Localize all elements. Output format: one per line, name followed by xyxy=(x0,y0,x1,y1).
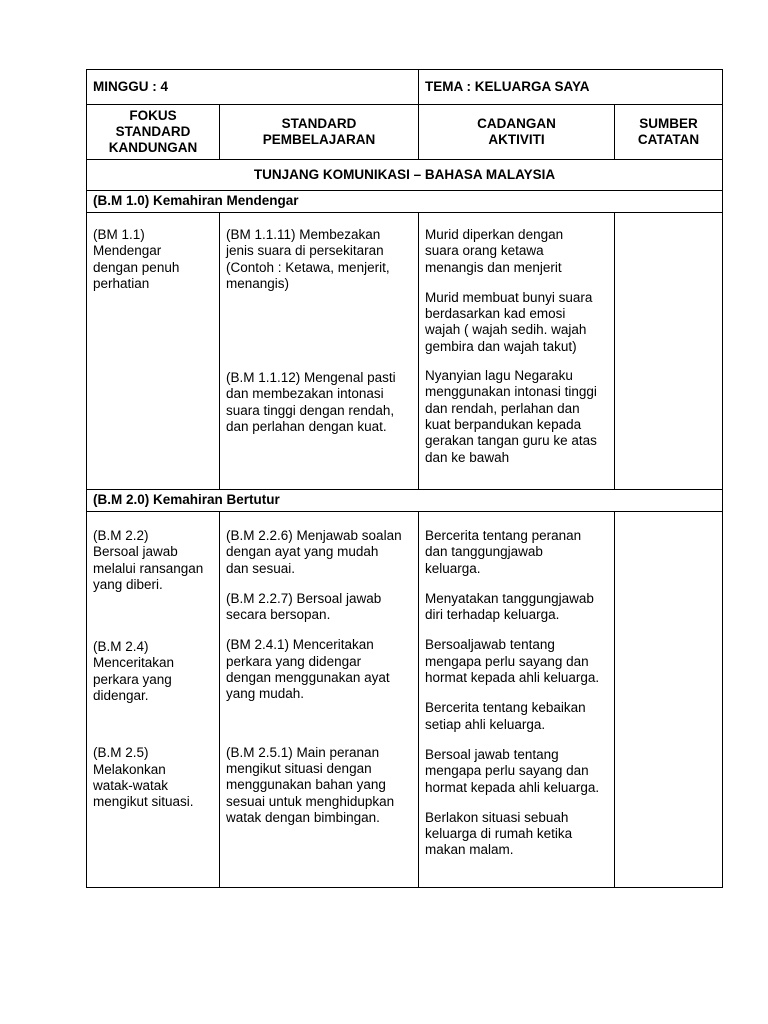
text-line: menggunakan bahan yang xyxy=(226,777,386,793)
text-line: watak dengan bimbingan. xyxy=(226,809,380,825)
standard-block xyxy=(226,637,412,702)
theme-cell xyxy=(419,70,723,105)
text-line: (BM 1.1.11) Membezakan xyxy=(226,227,381,242)
fokus-block xyxy=(93,745,213,810)
text-line: Mendengar xyxy=(93,243,162,259)
lesson-plan-document xyxy=(86,69,722,888)
col-header-line: SUMBER xyxy=(639,115,698,131)
text-line: menangis) xyxy=(226,275,290,291)
section-title: (B.M 2.0) Kemahiran Bertutur xyxy=(93,492,280,508)
text-line: mengikut situasi dengan xyxy=(226,760,372,776)
activity-block xyxy=(425,227,608,276)
text-line: suara orang ketawa xyxy=(425,243,544,259)
text-line: gerakan tangan guru ke atas xyxy=(425,433,597,449)
text-line: dan sesuai. xyxy=(226,560,296,576)
text-line: dengan ayat yang mudah xyxy=(226,544,379,560)
tunjang-heading xyxy=(87,160,723,191)
week-cell xyxy=(87,70,419,105)
text-line: secara bersopan. xyxy=(226,607,331,623)
text-line: (B.M 2.2.6) Menjawab soalan xyxy=(226,528,402,543)
text-line: dan ke bawah xyxy=(425,449,510,465)
text-line: dan rendah, perlahan dan xyxy=(425,400,580,416)
section-heading-bertutur xyxy=(87,490,723,512)
activity-block xyxy=(425,747,608,796)
text-line: (BM 2.4.1) Menceritakan xyxy=(226,637,374,653)
standard-block xyxy=(226,745,412,826)
activity-cell-bm-1 xyxy=(419,213,615,490)
text-line: kuat berpandukan kepada xyxy=(425,416,582,432)
sumber-cell-bm-1 xyxy=(615,213,723,490)
fokus-block xyxy=(93,639,213,704)
col-header-cadangan xyxy=(419,105,615,160)
text-line: diri terhadap keluarga. xyxy=(425,607,560,623)
text-line: wajah ( wajah sedih. wajah xyxy=(425,322,587,338)
col-header-line: STANDARD xyxy=(115,123,191,139)
col-header-standard xyxy=(220,105,419,160)
text-line: setiap ahli keluarga. xyxy=(425,716,546,732)
tunjang-label: TUNJANG KOMUNIKASI – BAHASA MALAYSIA xyxy=(253,166,556,182)
text-line: melalui ransangan xyxy=(93,560,204,576)
text-line: Bercerita tentang kebaikan xyxy=(425,700,586,716)
activity-block xyxy=(425,290,608,355)
fokus-block xyxy=(93,528,213,593)
text-line: keluarga. xyxy=(425,560,481,576)
activity-cell-bm-2 xyxy=(419,512,615,888)
week-label: MINGGU : 4 xyxy=(93,78,169,94)
standard-block xyxy=(226,591,412,624)
standard-cell-bm-1 xyxy=(220,213,419,490)
text-line: dengan menggunakan ayat xyxy=(226,670,390,686)
text-line: didengar. xyxy=(93,688,149,704)
text-line: mengikut situasi. xyxy=(93,794,194,810)
text-line: perkara yang xyxy=(93,671,172,687)
col-header-line: FOKUS xyxy=(129,107,177,123)
text-line: jenis suara di persekitaran xyxy=(226,243,384,259)
text-line: dan tanggungjawab xyxy=(425,544,543,560)
section-heading-mendengar xyxy=(87,191,723,213)
text-line: perkara yang didengar xyxy=(226,653,362,669)
text-line: keluarga di rumah ketika xyxy=(425,826,573,842)
theme-label: TEMA : KELUARGA SAYA xyxy=(425,78,590,94)
col-header-line: AKTIVITI xyxy=(488,132,545,147)
text-line: Bercerita tentang peranan xyxy=(425,528,582,543)
text-line: dengan penuh xyxy=(93,259,180,275)
col-header-line: STANDARD xyxy=(281,115,357,131)
text-line: sesuai untuk menghidupkan xyxy=(226,793,395,809)
standard-block xyxy=(226,227,412,292)
text-line: Bersoal jawab xyxy=(93,544,178,560)
text-line: gembira dan wajah takut) xyxy=(425,338,577,354)
text-line: berdasarkan kad emosi xyxy=(425,306,566,322)
activity-block xyxy=(425,368,608,466)
text-line: menangis dan menjerit xyxy=(425,259,562,275)
sumber-cell-bm-2 xyxy=(615,512,723,888)
activity-block xyxy=(425,637,608,686)
text-line: hormat kepada ahli keluarga. xyxy=(425,670,600,686)
text-line: (B.M 2.2.7) Bersoal jawab xyxy=(226,590,382,606)
col-header-line: CADANGAN xyxy=(477,115,556,131)
col-header-line: CATATAN xyxy=(637,132,700,147)
text-line: (B.M 2.5) xyxy=(93,745,149,761)
text-line: mengapa perlu sayang dan xyxy=(425,653,589,669)
text-line: yang diberi. xyxy=(93,576,163,592)
standard-block xyxy=(226,528,412,577)
text-line: watak-watak xyxy=(93,777,169,793)
text-line: perhatian xyxy=(93,275,150,291)
text-line: Murid diperkan dengan xyxy=(425,227,564,242)
fokus-cell-bm-2 xyxy=(87,512,220,888)
lesson-plan-table xyxy=(86,69,723,888)
text-line: makan malam. xyxy=(425,842,514,858)
col-header-line: KANDUNGAN xyxy=(108,140,198,156)
activity-block xyxy=(425,810,608,859)
text-line: (B.M 1.1.12) Mengenal pasti xyxy=(226,370,396,386)
text-line: Nyanyian lagu Negaraku xyxy=(425,368,573,384)
standard-block xyxy=(226,370,412,435)
text-line: menggunakan intonasi tinggi xyxy=(425,384,597,400)
text-line: Menceritakan xyxy=(93,655,175,671)
text-line: yang mudah. xyxy=(226,686,305,702)
text-line: dan perlahan dengan kuat. xyxy=(226,419,387,435)
text-line: Berlakon situasi sebuah xyxy=(425,809,569,825)
text-line: (B.M 2.4) xyxy=(93,639,149,655)
section-title: (B.M 1.0) Kemahiran Mendengar xyxy=(93,193,299,209)
activity-block xyxy=(425,528,608,577)
text-line: (BM 1.1) xyxy=(93,227,145,242)
activity-block xyxy=(425,700,608,733)
text-line: mengapa perlu sayang dan xyxy=(425,763,589,779)
text-line: Murid membuat bunyi suara xyxy=(425,289,593,305)
col-header-sumber xyxy=(615,105,723,160)
text-line: Bersoal jawab tentang xyxy=(425,746,559,762)
text-line: (B.M 2.2) xyxy=(93,528,149,543)
text-line: dan membezakan intonasi xyxy=(226,386,384,402)
col-header-fokus xyxy=(87,105,220,160)
text-line: Melakonkan xyxy=(93,761,166,777)
text-line: Menyatakan tanggungjawab xyxy=(425,590,594,606)
text-line: (B.M 2.5.1) Main peranan xyxy=(226,744,380,760)
text-line: Bersoaljawab tentang xyxy=(425,637,555,653)
col-header-line: PEMBELAJARAN xyxy=(262,132,376,147)
standard-cell-bm-2 xyxy=(220,512,419,888)
text-line: (Contoh : Ketawa, menjerit, xyxy=(226,259,390,275)
activity-block xyxy=(425,591,608,624)
text-line: hormat kepada ahli keluarga. xyxy=(425,779,600,795)
text-line: suara tinggi dengan rendah, xyxy=(226,402,395,418)
fokus-cell-bm-1-1 xyxy=(87,213,220,490)
